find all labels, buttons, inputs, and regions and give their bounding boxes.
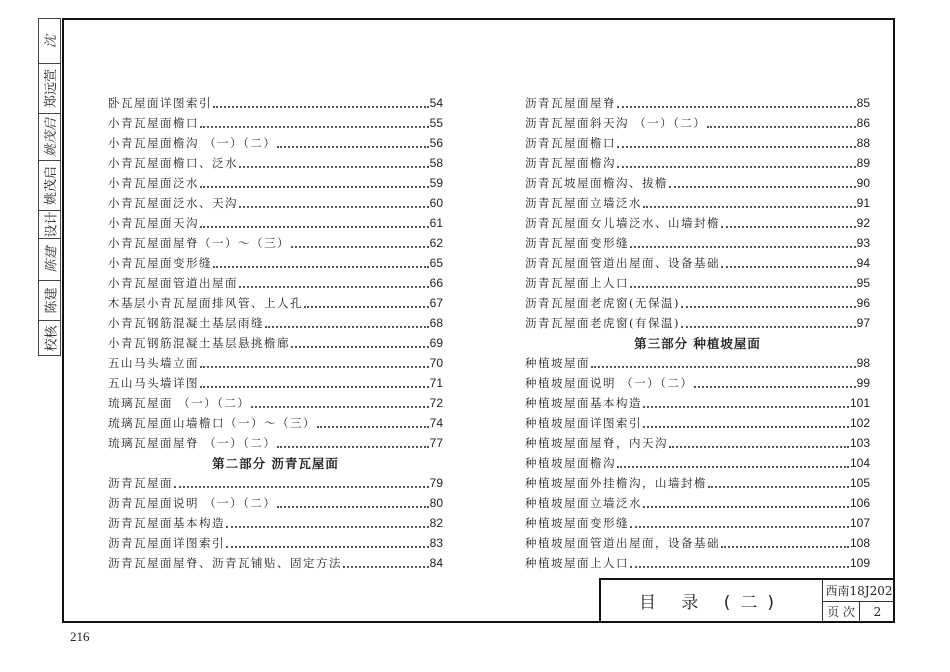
toc-entry[interactable] xyxy=(108,553,443,573)
toc-entry-title: 小青瓦屋面檐口 xyxy=(108,116,199,130)
toc-entry-title: 小青瓦屋面天沟 xyxy=(108,216,199,230)
dot-leader xyxy=(643,426,849,428)
toc-entry-title: 五山马头墙详图 xyxy=(108,376,199,390)
toc-entry[interactable] xyxy=(525,153,870,173)
toc-entry-page: 84 xyxy=(429,556,443,570)
section-heading: 第三部分 种植坡屋面 xyxy=(634,336,761,351)
toc-entry-page: 91 xyxy=(856,196,870,210)
dot-leader xyxy=(291,246,429,248)
toc-entry-title: 小青瓦屋面檐沟 （一）（二） xyxy=(108,136,277,150)
toc-entry-page: 54 xyxy=(429,96,443,110)
dot-leader xyxy=(630,526,849,528)
toc-entry[interactable] xyxy=(108,293,443,313)
dot-leader xyxy=(643,406,849,408)
dot-leader xyxy=(721,546,849,548)
toc-entry-title: 五山马头墙立面 xyxy=(108,356,199,370)
toc-entry-page: 58 xyxy=(429,156,443,170)
toc-entry-page: 90 xyxy=(856,176,870,190)
toc-entry-page: 99 xyxy=(856,376,870,390)
toc-entry-title: 种植坡屋面屋脊，内天沟 xyxy=(525,436,668,450)
sidebar-label: 姚茂启 xyxy=(44,165,60,206)
toc-entry-title: 沥青瓦屋面檐沟 xyxy=(525,156,616,170)
dot-leader xyxy=(277,506,428,508)
toc-entry-title: 种植坡屋面外挂檐沟，山墙封檐 xyxy=(525,476,707,490)
toc-entry-page: 70 xyxy=(429,356,443,370)
toc-entry[interactable] xyxy=(525,173,870,193)
approval-sidebar xyxy=(38,18,61,356)
toc-entry-title: 种植坡屋面变形缝 xyxy=(525,516,629,530)
toc-entry-page: 95 xyxy=(856,276,870,290)
page-number: 216 xyxy=(70,629,90,644)
toc-entry-page: 97 xyxy=(856,316,870,330)
toc-entry-page: 85 xyxy=(856,96,870,110)
toc-entry-page: 69 xyxy=(429,336,443,350)
toc-entry-page: 82 xyxy=(429,516,443,530)
toc-entry-page: 66 xyxy=(429,276,443,290)
toc-entry[interactable] xyxy=(108,513,443,533)
toc-entry[interactable] xyxy=(108,253,443,273)
toc-entry[interactable] xyxy=(525,313,870,333)
sidebar-label: 设计 xyxy=(44,211,60,238)
dot-leader xyxy=(226,546,429,548)
dot-leader xyxy=(277,446,428,448)
toc-entry-title: 沥青瓦屋面基本构造 xyxy=(108,516,225,530)
toc-entry-page: 108 xyxy=(849,536,870,550)
toc-entry[interactable] xyxy=(108,153,443,173)
toc-entry-page: 72 xyxy=(429,396,443,410)
toc-entry-title: 沥青瓦坡屋面檐沟、拔檐 xyxy=(525,176,668,190)
dot-leader xyxy=(239,206,429,208)
signature-cell xyxy=(38,18,61,63)
toc-entry-title: 沥青瓦屋面老虎窗(无保温) xyxy=(525,296,680,310)
toc-entry[interactable] xyxy=(525,273,870,293)
toc-entry-title: 沥青瓦屋面斜天沟 （一）（二） xyxy=(525,116,707,130)
toc-entry-page: 88 xyxy=(856,136,870,150)
dot-leader xyxy=(200,186,429,188)
toc-entry-page: 77 xyxy=(429,436,443,450)
toc-entry[interactable] xyxy=(525,433,870,453)
dot-leader xyxy=(630,286,856,288)
toc-entry-page: 92 xyxy=(856,216,870,230)
toc-entry-title: 种植坡屋面管道出屋面，设备基础 xyxy=(525,536,720,550)
dot-leader xyxy=(694,386,855,388)
toc-entry-page: 105 xyxy=(849,476,870,490)
toc-entry[interactable] xyxy=(108,493,443,513)
toc-entry-title: 琉璃瓦屋面屋脊 （一）（二） xyxy=(108,436,277,450)
dot-leader xyxy=(200,226,429,228)
toc-entry-page: 98 xyxy=(856,356,870,370)
toc-entry-page: 79 xyxy=(429,476,443,490)
toc-entry[interactable] xyxy=(525,93,870,113)
dot-leader xyxy=(200,386,429,388)
toc-entry[interactable] xyxy=(525,453,870,473)
toc-entry[interactable] xyxy=(108,473,443,493)
toc-entry-page: 94 xyxy=(856,256,870,270)
sidebar-label: 校核 xyxy=(44,324,60,352)
toc-entry-title: 沥青瓦屋面说明 （一）（二） xyxy=(108,496,277,510)
toc-entry-title: 种植坡屋面说明 （一）（二） xyxy=(525,376,694,390)
toc-entry[interactable] xyxy=(525,253,870,273)
toc-entry[interactable] xyxy=(525,393,870,413)
toc-entry-page: 93 xyxy=(856,236,870,250)
signature: 沈 xyxy=(43,34,59,48)
toc-entry-title: 沥青瓦屋面立墙泛水 xyxy=(525,196,642,210)
dot-leader xyxy=(277,146,428,148)
toc-entry-title: 种植坡屋面檐沟 xyxy=(525,456,616,470)
signature-cell xyxy=(38,113,61,160)
toc-entry[interactable] xyxy=(108,533,443,553)
toc-entry[interactable] xyxy=(108,113,443,133)
toc-entry-title: 种植坡屋面详图索引 xyxy=(525,416,642,430)
toc-entry-title: 木基层小青瓦屋面排风管、上人孔 xyxy=(108,296,303,310)
page-value: 2 xyxy=(873,604,882,619)
sidebar-cell xyxy=(38,63,61,113)
dot-leader xyxy=(669,446,849,448)
dot-leader xyxy=(317,426,429,428)
toc-entry[interactable] xyxy=(525,193,870,213)
dot-leader xyxy=(681,306,856,308)
dot-leader xyxy=(304,306,429,308)
dot-leader xyxy=(200,126,429,128)
dot-leader xyxy=(291,346,429,348)
toc-entry-title: 沥青瓦屋面檐口 xyxy=(525,136,616,150)
toc-entry[interactable] xyxy=(108,413,443,433)
sidebar-label: 郑远萱 xyxy=(44,68,60,109)
toc-entry-title: 小青瓦屋面屋脊（一）～（三） xyxy=(108,236,290,250)
toc-entry-title: 种植坡屋面上人口 xyxy=(525,556,629,570)
toc-entry[interactable] xyxy=(525,293,870,313)
dot-leader xyxy=(239,166,429,168)
section-heading: 第二部分 沥青瓦屋面 xyxy=(212,456,339,471)
dot-leader xyxy=(200,366,429,368)
dot-leader xyxy=(617,466,849,468)
toc-entry[interactable] xyxy=(525,473,870,493)
toc-entry[interactable] xyxy=(108,213,443,233)
toc-entry[interactable] xyxy=(525,213,870,233)
dot-leader xyxy=(591,366,856,368)
toc-entry-page: 106 xyxy=(849,496,870,510)
toc-entry-page: 103 xyxy=(849,436,870,450)
toc-entry-title: 沥青瓦屋面上人口 xyxy=(525,276,629,290)
toc-entry-page: 62 xyxy=(429,236,443,250)
toc-entry-page: 102 xyxy=(849,416,870,430)
toc-entry-page: 86 xyxy=(856,116,870,130)
toc-entry-title: 小青瓦屋面泛水、天沟 xyxy=(108,196,238,210)
toc-entry-title: 沥青瓦屋面管道出屋面、设备基础 xyxy=(525,256,720,270)
toc-entry[interactable] xyxy=(108,173,443,193)
toc-entry-page: 89 xyxy=(856,156,870,170)
toc-entry[interactable] xyxy=(525,353,870,373)
toc-entry[interactable] xyxy=(525,133,870,153)
toc-entry-page: 71 xyxy=(429,376,443,390)
toc-entry-title: 琉璃瓦屋面 （一）（二） xyxy=(108,396,251,410)
toc-entry-page: 60 xyxy=(429,196,443,210)
toc-entry[interactable] xyxy=(525,233,870,253)
toc-entry-page: 109 xyxy=(849,556,870,570)
sidebar-cell xyxy=(38,320,61,356)
toc-entry-page: 61 xyxy=(429,216,443,230)
page-label: 页 次 xyxy=(823,602,860,621)
toc-entry[interactable] xyxy=(108,273,443,293)
dot-leader xyxy=(630,246,856,248)
toc-right-column xyxy=(525,93,870,573)
toc-entry-page: 68 xyxy=(429,316,443,330)
toc-entry-page: 101 xyxy=(849,396,870,410)
dot-leader xyxy=(239,286,429,288)
toc-entry-page: 59 xyxy=(429,176,443,190)
dot-leader xyxy=(681,326,856,328)
dot-leader xyxy=(707,126,855,128)
dot-leader xyxy=(213,266,429,268)
toc-entry-title: 种植坡屋面 xyxy=(525,356,590,370)
toc-entry-title: 沥青瓦屋面老虎窗(有保温) xyxy=(525,316,680,330)
dot-leader xyxy=(617,146,856,148)
sidebar-label: 陈建 xyxy=(44,287,60,314)
dot-leader xyxy=(213,106,429,108)
dot-leader xyxy=(265,326,429,328)
toc-entry-page: 96 xyxy=(856,296,870,310)
toc-entry[interactable] xyxy=(525,373,870,393)
toc-entry[interactable] xyxy=(108,93,443,113)
toc-entry[interactable] xyxy=(108,313,443,333)
atlas-code: 西南18J202 xyxy=(823,580,895,602)
toc-entry-title: 沥青瓦屋面详图索引 xyxy=(108,536,225,550)
toc-entry[interactable] xyxy=(525,413,870,433)
dot-leader xyxy=(617,106,856,108)
toc-entry[interactable] xyxy=(108,433,443,453)
toc-entry-page: 65 xyxy=(429,256,443,270)
toc-entry-page: 56 xyxy=(429,136,443,150)
toc-entry[interactable] xyxy=(108,333,443,353)
toc-entry-page: 104 xyxy=(849,456,870,470)
toc-entry[interactable] xyxy=(525,513,870,533)
toc-entry-title: 沥青瓦屋面变形缝 xyxy=(525,236,629,250)
toc-entry[interactable] xyxy=(108,133,443,153)
toc-entry-title: 小青瓦钢筋混凝土基层悬挑檐廊 xyxy=(108,336,290,350)
toc-left-column xyxy=(108,93,443,573)
toc-entry-page: 74 xyxy=(429,416,443,430)
dot-leader xyxy=(630,566,849,568)
dot-leader xyxy=(251,406,428,408)
title-block xyxy=(599,578,895,623)
toc-entry[interactable] xyxy=(525,113,870,133)
toc-entry-title: 小青瓦屋面变形缝 xyxy=(108,256,212,270)
sidebar-cell xyxy=(38,210,61,238)
sidebar-cell xyxy=(38,280,61,320)
toc-entry-title: 小青瓦屋面管道出屋面 xyxy=(108,276,238,290)
toc-entry-page: 107 xyxy=(849,516,870,530)
toc-entry[interactable] xyxy=(108,233,443,253)
toc-entry-page: 80 xyxy=(429,496,443,510)
toc-entry-title: 沥青瓦屋面 xyxy=(108,476,173,490)
toc-entry-title: 卧瓦屋面详图索引 xyxy=(108,96,212,110)
dot-leader xyxy=(226,526,429,528)
toc-entry-title: 琉璃瓦屋面山墙檐口（一）～（三） xyxy=(108,416,316,430)
dot-leader xyxy=(343,566,429,568)
toc-entry-page: 55 xyxy=(429,116,443,130)
dot-leader xyxy=(643,506,849,508)
toc-entry-title: 小青瓦屋面檐口、泛水 xyxy=(108,156,238,170)
signature: 姚茂启 xyxy=(44,117,60,157)
toc-entry[interactable] xyxy=(525,533,870,553)
toc-entry[interactable] xyxy=(108,353,443,373)
toc-entry-page: 83 xyxy=(429,536,443,550)
dot-leader xyxy=(617,166,856,168)
toc-entry[interactable] xyxy=(525,553,870,573)
toc-entry-title: 小青瓦屋面泛水 xyxy=(108,176,199,190)
toc-entry[interactable] xyxy=(108,373,443,393)
dot-leader xyxy=(643,206,856,208)
toc-entry-title: 小青瓦钢筋混凝土基层雨缝 xyxy=(108,316,264,330)
signature-cell xyxy=(38,238,61,280)
dot-leader xyxy=(708,486,849,488)
toc-entry-title: 沥青瓦屋面屋脊 xyxy=(525,96,616,110)
dot-leader xyxy=(721,266,856,268)
dot-leader xyxy=(669,186,856,188)
toc-entry-title: 沥青瓦屋面屋脊、沥青瓦铺贴、固定方法 xyxy=(108,556,342,570)
toc-entry[interactable] xyxy=(108,193,443,213)
sidebar-cell xyxy=(38,160,61,210)
toc-entry-title: 沥青瓦屋面女儿墙泛水、山墙封檐 xyxy=(525,216,720,230)
dot-leader xyxy=(721,226,856,228)
toc-entry-title: 种植坡屋面基本构造 xyxy=(525,396,642,410)
document-title: 目 录 (二) xyxy=(601,580,823,621)
toc-entry[interactable] xyxy=(525,493,870,513)
toc-entry[interactable] xyxy=(108,393,443,413)
toc-entry-title: 种植坡屋面立墙泛水 xyxy=(525,496,642,510)
toc-entry-page: 67 xyxy=(429,296,443,310)
dot-leader xyxy=(174,486,429,488)
signature: 陈建 xyxy=(44,246,60,273)
